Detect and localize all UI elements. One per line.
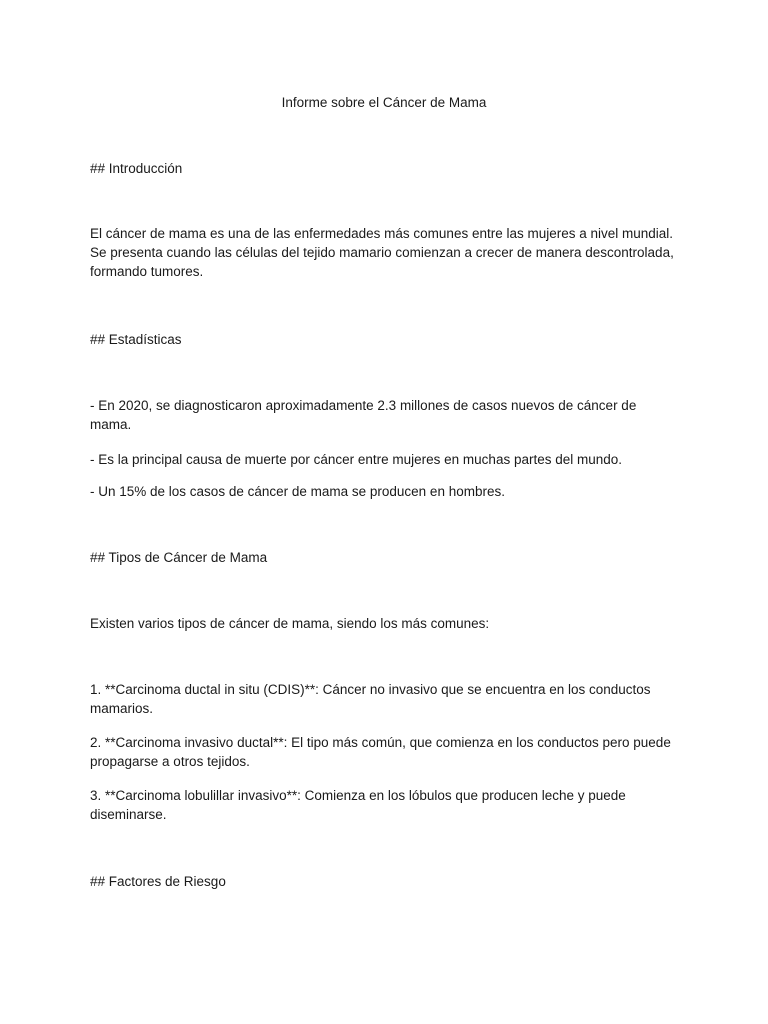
stats-item-3: - Un 15% de los casos de cáncer de mama se producen en hombres. [90, 484, 505, 499]
section-heading-tipos: ## Tipos de Cáncer de Mama [90, 550, 268, 565]
types-intro: Existen varios tipos de cáncer de mama, siendo los más comunes: [90, 616, 490, 631]
types-item-3: 3. **Carcinoma lobulillar invasivo**: Comienza en los lóbulos que producen leche y puede diseminarse. [90, 788, 626, 822]
document-title: Informe sobre el Cáncer de Mama [281, 95, 487, 110]
stats-item-2: - Es la principal causa de muerte por cáncer entre mujeres en muchas partes del mundo. [90, 452, 623, 467]
section-heading-estadisticas: ## Estadísticas [90, 332, 182, 347]
stats-item-1: - En 2020, se diagnosticaron aproximadamente 2.3 millones de casos nuevos de cáncer de mama. [90, 398, 637, 432]
intro-paragraph: El cáncer de mama es una de las enfermedades más comunes entre las mujeres a nivel mundial. Se presenta cuando las células del tejido mamario comienzan a crecer de manera descontrolada, formando tumores. [90, 226, 674, 279]
types-item-2: 2. **Carcinoma invasivo ductal**: El tipo más común, que comienza en los conductos pero puede propagarse a otros tejidos. [90, 735, 671, 769]
types-item-1: 1. **Carcinoma ductal in situ (CDIS)**: Cáncer no invasivo que se encuentra en los conductos mamarios. [90, 682, 651, 716]
section-heading-factores-riesgo: ## Factores de Riesgo [90, 874, 226, 889]
section-heading-introduccion: ## Introducción [90, 161, 183, 176]
